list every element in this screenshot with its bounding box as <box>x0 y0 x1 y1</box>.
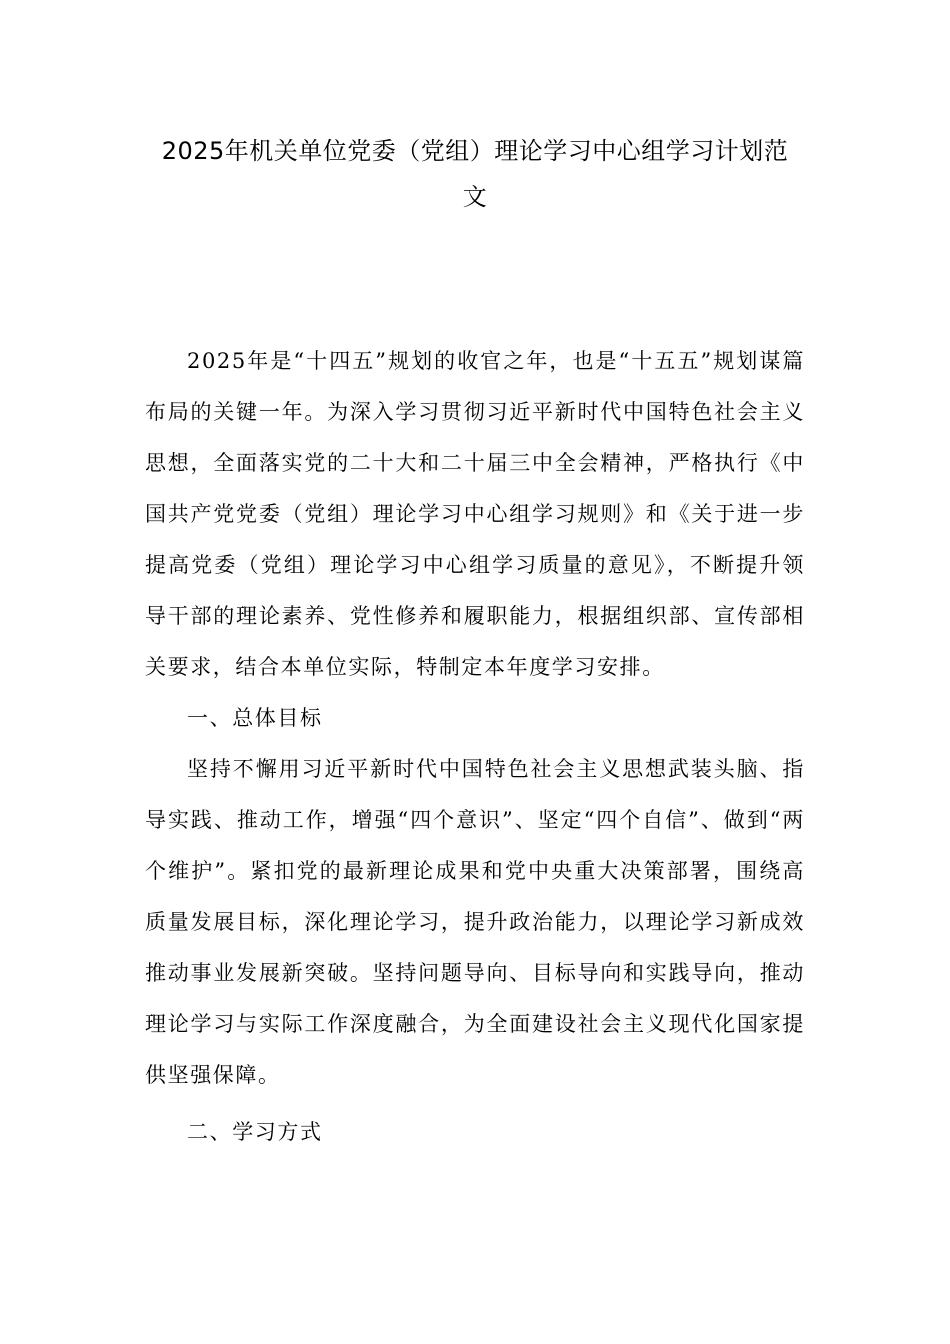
overall-goal-paragraph: 坚持不懈用习近平新时代中国特色社会主义思想武装头脑、指导实践、推动工作，增强“四个意识”、坚定“四个自信”、做到“两个维护”。紧扣党的最新理论成果和党中央重大决策部署，围绕高质量发展目标，深化理论学习，提升政治能力，以理论学习新成效推动事业发展新突破。坚持问题导向、目标导向和实践导向，推动理论学习与实际工作深度融合，为全面建设社会主义现代化国家提供坚强保障。 <box>145 757 805 1087</box>
intro-paragraph: 2025年是“十四五”规划的收官之年，也是“十五五”规划谋篇布局的关键一年。为深入学习贯彻习近平新时代中国特色社会主义思想，全面落实党的二十大和二十届三中全会精神，严格执行《中国共产党党委（党组）理论学习中心组学习规则》和《关于进一步提高党委（党组）理论学习中心组学习质量的意见》，不断提升领导干部的理论素养、党性修养和履职能力，根据组织部、宣传部相关要求，结合本单位实际，特制定本年度学习安排。 <box>145 349 805 679</box>
title-line-1: 2025年机关单位党委（党组）理论学习中心组学习计划范 <box>161 137 789 165</box>
document-title <box>140 128 810 220</box>
section-heading-study-method: 二、学习方式 <box>187 1120 323 1144</box>
document-body <box>145 336 805 1158</box>
title-line-2: 文 <box>462 183 488 211</box>
section-heading-overall-goal: 一、总体目标 <box>187 706 323 730</box>
